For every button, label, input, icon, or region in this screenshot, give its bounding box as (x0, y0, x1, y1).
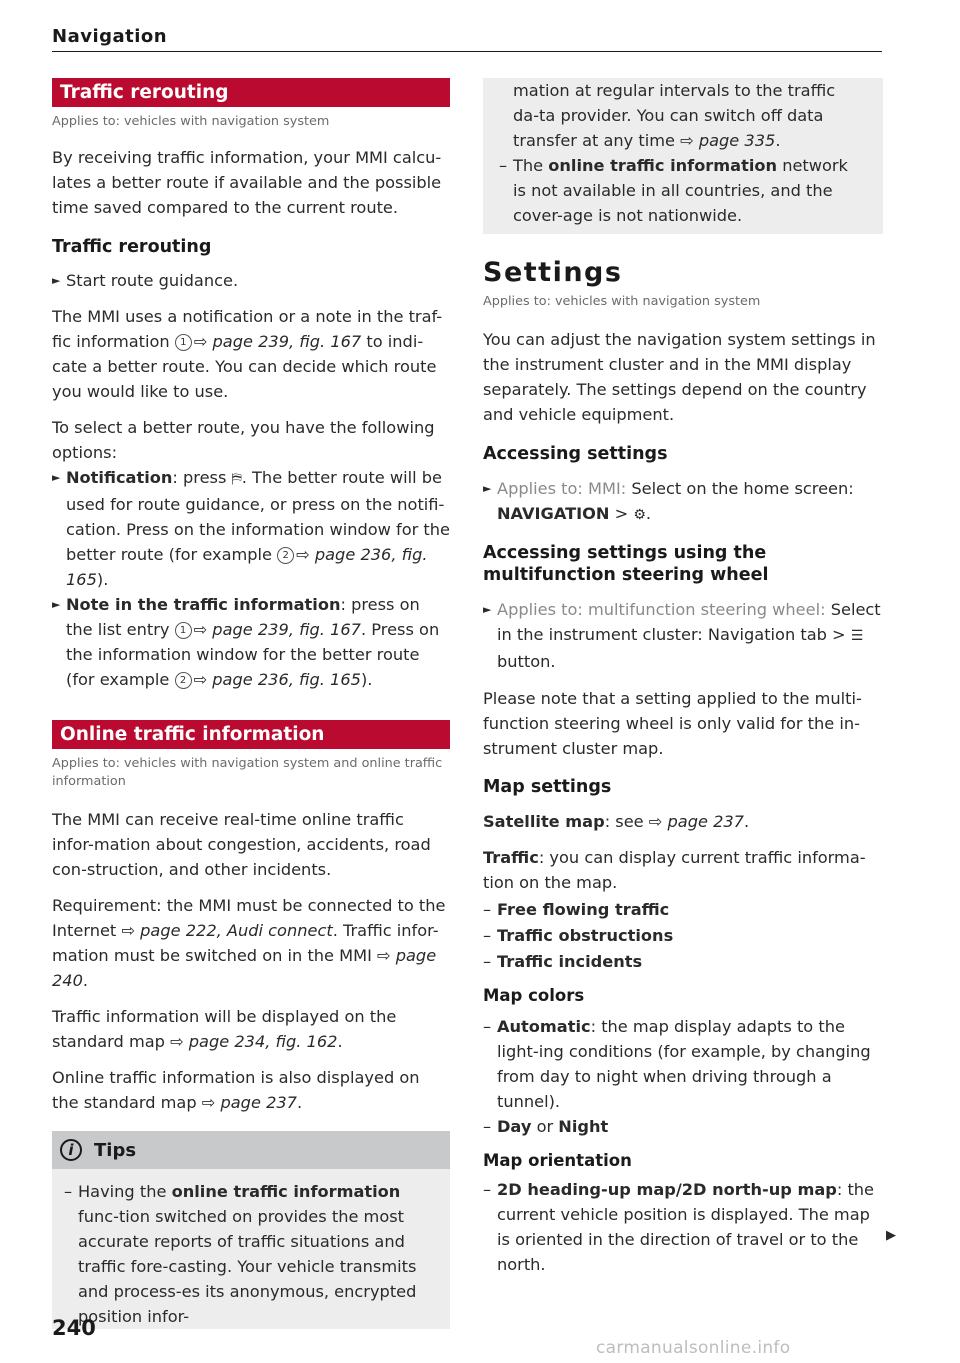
tips-item-continued: mation at regular intervals to the traffic da-ta provider. You can switch off data transfer at any time ⇨ page 335. (513, 81, 836, 150)
callout-number: 2 (175, 672, 192, 689)
tips-item: – Having the online traffic information func-tion switched on provides the most accurate reports of traffic situations and traffic fore-casting. Your vehicle transmits and process-es its anonymous, encrypted position infor- (64, 1182, 417, 1326)
page-reference-link[interactable]: ⇨ page 240 (52, 946, 437, 990)
tips-body (52, 1169, 450, 1329)
page-reference-link[interactable]: ⇨ page 335 (680, 131, 776, 150)
step-arrow-icon: ► (52, 471, 61, 484)
paragraph-options: To select a better route, you have the following options: (52, 418, 435, 462)
page-reference-link[interactable]: ⇨ page 237 (648, 812, 744, 831)
note-paragraph: Please note that a setting applied to the multi-function steering wheel is only valid for the in-strument cluster map. (483, 689, 862, 758)
page-reference-link[interactable]: ⇨ page 222, Audi connect (121, 921, 333, 940)
callout-number: 1 (175, 622, 192, 639)
applies-note: Applies to: vehicles with navigation system and online traffic information (52, 756, 443, 789)
page-reference-link[interactable]: ⇨ page 234, fig. 162 (170, 1032, 338, 1051)
settings-gear-icon: ⚙ (633, 507, 646, 523)
running-header: Navigation (52, 26, 168, 47)
paragraph-online-3: Traffic information will be displayed on the standard map ⇨ page 234, fig. 162. (52, 1007, 397, 1051)
traffic-paragraph: Traffic: you can display current traffic informa-tion on the map. (483, 848, 866, 892)
page-reference-link[interactable]: ⇨ page 236, fig. 165 (193, 670, 361, 689)
info-icon: i (60, 1139, 82, 1161)
paragraph-online-2: Requirement: the MMI must be connected to the Internet ⇨ page 222, Audi connect. Traffic infor-mation must be switched on in the MMI ⇨ page 240. (52, 896, 446, 990)
paragraph-notification: The MMI uses a notification or a note in the traf-fic information 1 ⇨ page 239, fig. 167 to indi-cate a better route. You can decide which route you would like to use. (52, 307, 443, 401)
settings-intro: You can adjust the navigation system settings in the instrument cluster and in the MMI display separately. The settings depend on the country and vehicle equipment. (483, 330, 876, 424)
subheading-steering-wheel: Accessing settings using the multifunction steering wheel (483, 543, 769, 585)
left-column (52, 78, 450, 1329)
applies-note: Applies to: vehicles with navigation system (52, 114, 330, 129)
tips-item: – The online traffic information network is not available in all countries, and the cover-age is not nationwide. (499, 156, 848, 225)
step-item: ► Applies to: MMI: Select on the home screen: NAVIGATION > ⚙. (483, 476, 883, 528)
callout-number: 1 (175, 334, 192, 351)
list-item: – 2D heading-up map/2D north-up map: the current vehicle position is displayed. The map is oriented in the direction of travel or to the north. (483, 1180, 875, 1274)
list-item: – Free flowing traffic (483, 900, 670, 919)
settings-title: Settings (483, 257, 623, 288)
step-arrow-icon: ► (483, 482, 492, 495)
page-reference-link[interactable]: ⇨ page 236, fig. 165 (66, 545, 428, 589)
page-reference-link[interactable]: ⇨ page 239, fig. 167 (193, 332, 362, 351)
header-rule (52, 51, 882, 52)
satellite-map-paragraph: Satellite map: see ⇨ page 237. (483, 812, 750, 831)
menu-list-icon: ☰ (850, 628, 864, 644)
callout-number: 2 (277, 547, 294, 564)
section-bar-online-traffic: Online traffic information (52, 720, 450, 749)
subheading-map-settings: Map settings (483, 777, 612, 797)
paragraph-online-4: Online traffic information is also displayed on the standard map ⇨ page 237. (52, 1068, 420, 1112)
list-item: – Traffic obstructions (483, 926, 674, 945)
step-arrow-icon: ► (52, 598, 61, 611)
step-item: ► Start route guidance. (52, 268, 450, 293)
page-reference-link[interactable]: ⇨ page 239, fig. 167 (193, 620, 361, 639)
continue-arrow-icon: ▶ (886, 1228, 896, 1243)
tips-box-continued (483, 78, 883, 234)
step-arrow-icon: ► (52, 274, 61, 287)
subheading-traffic-rerouting: Traffic rerouting (52, 237, 212, 257)
step-item: ► Applies to: multifunction steering wheel: Select in the instrument cluster: Navigation tab > ☰ button. (483, 597, 883, 674)
subheading-map-orientation: Map orientation (483, 1151, 632, 1170)
right-column (483, 78, 883, 1277)
subheading-accessing-settings: Accessing settings (483, 444, 668, 464)
intro-paragraph: By receiving traffic information, your MMI calcu-lates a better route if available and the possible time saved compared to the current route. (52, 148, 442, 217)
page-reference-link[interactable]: ⇨ page 237 (201, 1093, 297, 1112)
subheading-map-colors: Map colors (483, 986, 585, 1005)
traffic-options-list (483, 897, 883, 974)
tips-title: Tips (94, 1139, 137, 1161)
tips-header (52, 1131, 450, 1169)
reroute-icon: ⛿ (231, 471, 242, 487)
section-bar-traffic-rerouting: Traffic rerouting (52, 78, 450, 107)
list-item: – Automatic: the map display adapts to the light-ing conditions (for example, by changing from day to night when driving through a tunnel). (483, 1017, 871, 1111)
option-note-in-traffic-info: ► Note in the traffic information: press on the list entry 1 ⇨ page 239, fig. 167. Press on the information window for the better route (for example 2 ⇨ page 236, fig. 165). (52, 592, 450, 692)
watermark: carmanualsonline.info (596, 1338, 791, 1358)
list-item: – Traffic incidents (483, 952, 643, 971)
page-number: 240 (52, 1316, 96, 1340)
tips-box (52, 1131, 450, 1329)
option-notification: ► Notification: press ⛿. The better route will be used for route guidance, or press on the notifi-cation. Press on the information window for the better route (for example 2 ⇨ page 236, fig. 165). (52, 465, 450, 592)
list-item: – Day or Night (483, 1117, 609, 1136)
applies-note: Applies to: vehicles with navigation system (483, 294, 761, 309)
paragraph-online-1: The MMI can receive real-time online traffic infor-mation about congestion, accidents, road con-struction, and other incidents. (52, 810, 431, 879)
step-arrow-icon: ► (483, 603, 492, 616)
